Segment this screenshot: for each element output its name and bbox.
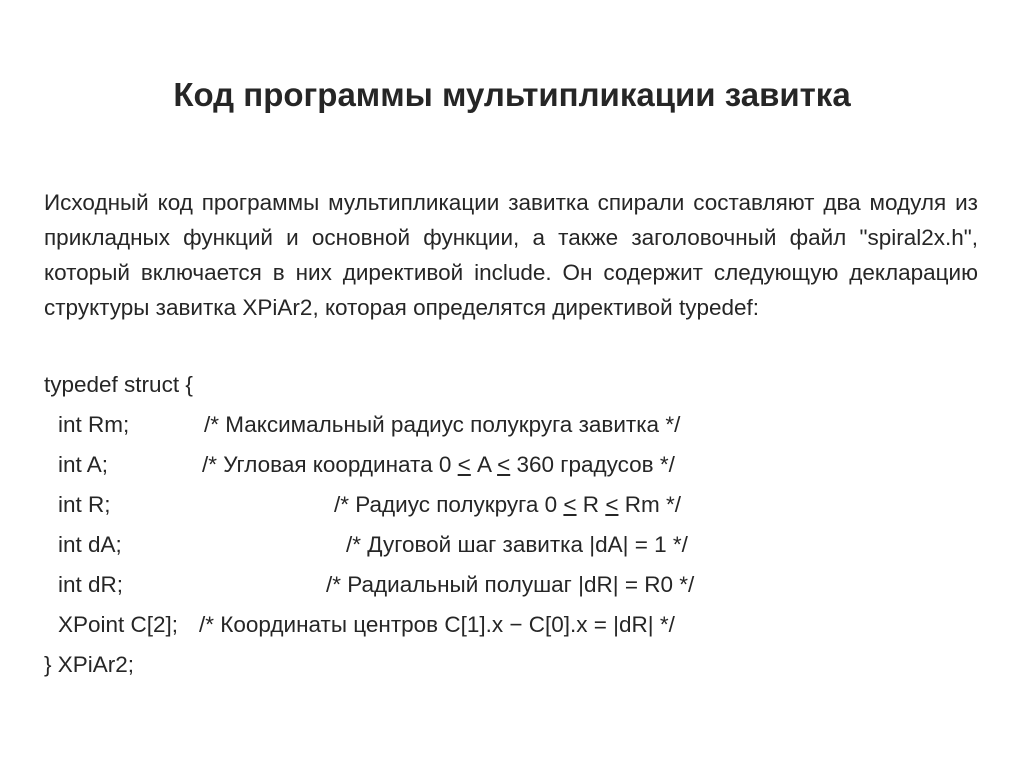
comment-part: /* Угловая координата 0: [202, 452, 458, 477]
description-paragraph: Исходный код программы мультипликации завитка спирали составляют два модуля из прикладных функций и основной функции, а также заголовочный файл "spiral2x.h", который включается в них директивой include. Он содержит следующую декларацию структуры завитка XPiAr2, которая определятся директивой typedef:: [44, 190, 978, 320]
code-decl: XPoint C[2];: [58, 612, 179, 637]
code-comment: [334, 487, 681, 522]
lte-sign: <: [605, 492, 619, 517]
comment-part: 360 градусов */: [510, 452, 675, 477]
lte-sign: <: [563, 492, 577, 517]
code-decl: int dR;: [58, 572, 124, 597]
code-comment: /* Радиальный полушаг |dR| = R0 */: [326, 572, 695, 597]
lte-sign: <: [497, 452, 511, 477]
code-decl: int Rm;: [58, 412, 130, 437]
comment-part: Rm */: [618, 492, 681, 517]
code-comment: /* Дуговой шаг завитка |dA| = 1 */: [346, 532, 688, 557]
comment-part: R: [576, 492, 606, 517]
code-comment: /* Координаты центров C[1].x − C[0].x = |dR| */: [199, 612, 675, 637]
code-comment: [202, 447, 675, 482]
code-decl: int dA;: [58, 532, 122, 557]
code-typedef-close: } XPiAr2;: [44, 652, 135, 677]
code-typedef-open: typedef struct {: [44, 372, 193, 397]
slide-title: Код программы мультипликации завитка: [173, 76, 851, 113]
code-decl: int A;: [58, 452, 109, 477]
code-decl: int R;: [58, 492, 111, 517]
lte-sign: <: [457, 452, 471, 477]
comment-part: /* Радиус полукруга 0: [334, 492, 564, 517]
comment-part: A: [470, 452, 498, 477]
code-comment: /* Максимальный радиус полукруга завитка */: [204, 412, 681, 437]
